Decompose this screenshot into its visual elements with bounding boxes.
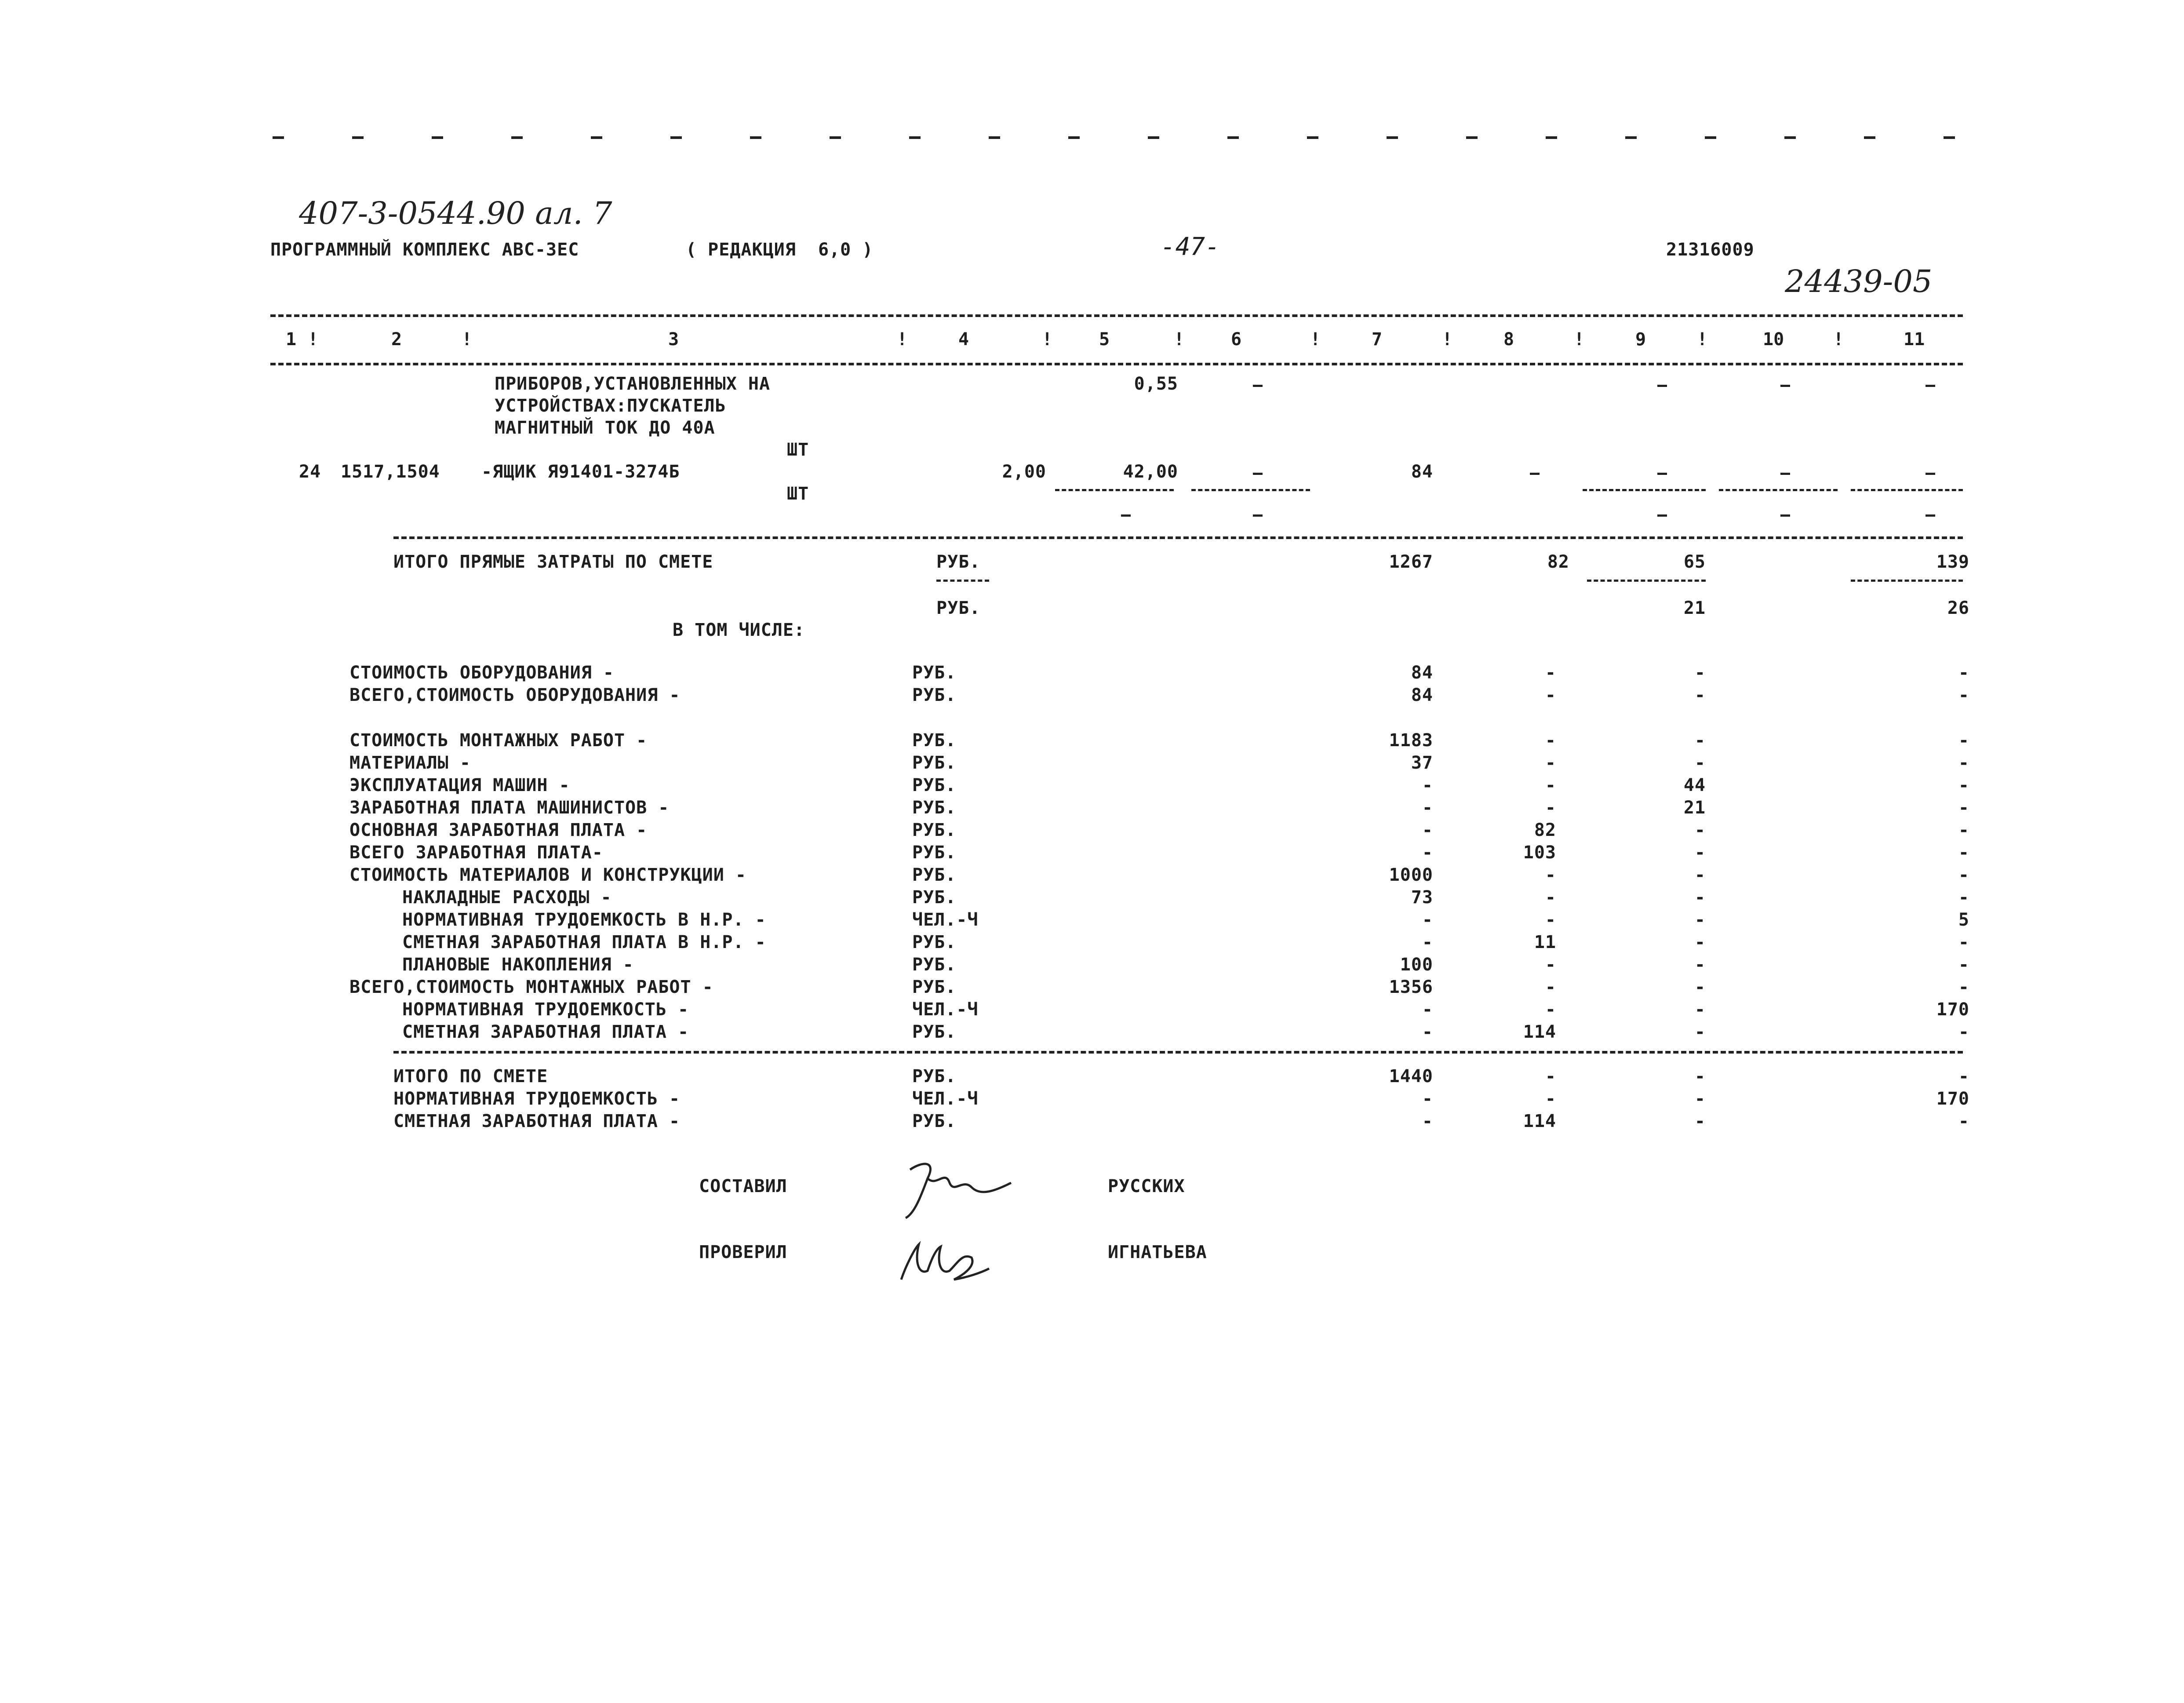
row-col9: -: [1694, 1022, 1706, 1042]
dash-mark: [1926, 514, 1935, 517]
top-dash: [1466, 136, 1478, 139]
column-header-1: 1: [286, 329, 297, 350]
row-col11: -: [1958, 798, 1969, 818]
entry-unit1: ШТ: [787, 440, 809, 460]
row-col11: -: [1958, 820, 1969, 840]
entry-row-number: 24: [299, 462, 321, 482]
row-col11: -: [1958, 932, 1969, 952]
row-col11: -: [1958, 685, 1969, 705]
row-col8: 82: [1534, 820, 1556, 840]
entry-desc-line3: МАГНИТНЫЙ ТОК ДО 40А: [495, 418, 715, 438]
column-separator: !: [462, 329, 473, 350]
dash-mark: [1780, 514, 1790, 517]
row-col8: -: [1545, 977, 1556, 997]
direct-costs-col8: 82: [1547, 552, 1569, 572]
row-col9: -: [1694, 663, 1706, 683]
top-dash: [1068, 136, 1080, 139]
row-col9: -: [1694, 730, 1706, 751]
row-col11: 170: [1936, 999, 1969, 1020]
compiled-name: РУССКИХ: [1108, 1176, 1185, 1196]
dash-mark: [1530, 473, 1540, 475]
top-dash: [1705, 136, 1716, 139]
row-col7: -: [1422, 775, 1433, 795]
entry1-col5: 0,55: [1134, 374, 1178, 394]
row-col8: -: [1545, 1066, 1556, 1087]
direct-costs-col7: 1267: [1389, 552, 1433, 572]
row-col8: -: [1545, 999, 1556, 1020]
row-col8: -: [1545, 1089, 1556, 1109]
row-col8: -: [1545, 865, 1556, 885]
row-label: ИТОГО ПО СМЕТЕ: [393, 1066, 548, 1087]
entry-price: 42,00: [1123, 462, 1178, 482]
direct-costs-label: ИТОГО ПРЯМЫЕ ЗАТРАТЫ ПО СМЕТЕ: [393, 552, 713, 572]
row-col11: -: [1958, 955, 1969, 975]
row-unit: РУБ.: [912, 932, 957, 952]
including-label: В ТОМ ЧИСЛЕ:: [673, 620, 805, 640]
row-col8: -: [1545, 685, 1556, 705]
row-col7: -: [1422, 842, 1433, 863]
top-dash: [1307, 136, 1318, 139]
column-separator: !: [1697, 329, 1708, 350]
direct-costs-unit: РУБ.: [936, 552, 981, 572]
top-dash: [352, 136, 364, 139]
row-col11: -: [1958, 730, 1969, 751]
row-col11: -: [1958, 887, 1969, 908]
underline: [936, 580, 989, 582]
row-unit: РУБ.: [912, 685, 957, 705]
column-separator: !: [897, 329, 908, 350]
underline: [1851, 580, 1963, 582]
row-label: ВСЕГО,СТОИМОСТЬ МОНТАЖНЫХ РАБОТ -: [349, 977, 713, 997]
dash-mark: [1253, 473, 1263, 475]
row-label: СТОИМОСТЬ МАТЕРИАЛОВ И КОНСТРУКЦИИ -: [349, 865, 746, 885]
entry-item: -ЯЩИК Я91401-3274Б: [481, 462, 680, 482]
row-unit: РУБ.: [912, 730, 957, 751]
row-label: СТОИМОСТЬ ОБОРУДОВАНИЯ -: [349, 663, 614, 683]
row-unit: РУБ.: [912, 977, 957, 997]
dash-mark: [1253, 514, 1263, 517]
row-col9: -: [1694, 887, 1706, 908]
row-col9: -: [1694, 865, 1706, 885]
top-dash: [1944, 136, 1955, 139]
top-dash: [1148, 136, 1159, 139]
row-col9: -: [1694, 955, 1706, 975]
dash-mark: [1926, 473, 1935, 475]
row-col7: -: [1422, 798, 1433, 818]
row-col7: -: [1422, 1111, 1433, 1131]
handwritten-number: 24439-05: [1785, 263, 1933, 299]
top-dash: [1625, 136, 1637, 139]
row-col8: -: [1545, 753, 1556, 773]
column-separator: !: [1833, 329, 1844, 350]
direct-costs-col11: 139: [1936, 552, 1969, 572]
column-header-4: 4: [958, 329, 969, 350]
dash-mark: [1657, 385, 1667, 387]
column-header-11: 11: [1904, 329, 1925, 350]
column-header-6: 6: [1231, 329, 1242, 350]
row-label: НОРМАТИВНАЯ ТРУДОЕМКОСТЬ -: [402, 999, 689, 1020]
row-unit: РУБ.: [912, 955, 957, 975]
row-col11: -: [1958, 1066, 1969, 1087]
column-separator: !: [1174, 329, 1185, 350]
header-top-line: [270, 314, 1963, 317]
row-col9: -: [1694, 1066, 1706, 1087]
handwritten-code: 407-3-0544.90 ал. 7: [299, 195, 612, 231]
row-unit: ЧЕЛ.-Ч: [912, 1089, 979, 1109]
row-label: ВСЕГО ЗАРАБОТНАЯ ПЛАТА-: [349, 842, 603, 863]
row-col7: 1440: [1389, 1066, 1433, 1087]
row-col7: -: [1422, 820, 1433, 840]
dash-mark: [1657, 473, 1667, 475]
edition: ( РЕДАКЦИЯ 6,0 ): [686, 240, 874, 260]
row-col9: -: [1694, 685, 1706, 705]
column-header-5: 5: [1099, 329, 1110, 350]
row-col7: 1000: [1389, 865, 1433, 885]
sub-unit: РУБ.: [936, 598, 981, 618]
row-col9: 44: [1683, 775, 1706, 795]
header-bottom-line: [270, 363, 1963, 365]
direct-costs-col9: 65: [1683, 552, 1706, 572]
row-unit: РУБ.: [912, 842, 957, 863]
row-col7: 73: [1411, 887, 1433, 908]
row-col8: -: [1545, 730, 1556, 751]
top-dash: [1227, 136, 1239, 139]
top-dash: [432, 136, 443, 139]
top-dash: [1546, 136, 1557, 139]
row-col9: -: [1694, 753, 1706, 773]
row-col11: -: [1958, 1022, 1969, 1042]
row-unit: РУБ.: [912, 663, 957, 683]
row-col7: 37: [1411, 753, 1433, 773]
row-col9: -: [1694, 932, 1706, 952]
dash-mark: [1657, 514, 1667, 517]
column-separator: !: [1042, 329, 1053, 350]
row-col8: -: [1545, 798, 1556, 818]
column-header-2: 2: [391, 329, 402, 350]
column-header-9: 9: [1635, 329, 1646, 350]
row-col9: -: [1694, 820, 1706, 840]
sub-col11: 26: [1947, 598, 1969, 618]
dash-mark: [1780, 473, 1790, 475]
entry-desc-line2: УСТРОЙСТВАХ:ПУСКАТЕЛЬ: [495, 396, 726, 416]
row-col9: -: [1694, 999, 1706, 1020]
totals-top-line: [393, 1051, 1963, 1054]
row-label: СМЕТНАЯ ЗАРАБОТНАЯ ПЛАТА В Н.Р. -: [402, 932, 766, 952]
row-unit: РУБ.: [912, 887, 957, 908]
row-col7: 1356: [1389, 977, 1433, 997]
row-label: ЗАРАБОТНАЯ ПЛАТА МАШИНИСТОВ -: [349, 798, 670, 818]
top-dash: [1387, 136, 1398, 139]
row-col7: -: [1422, 1089, 1433, 1109]
row-col11: 170: [1936, 1089, 1969, 1109]
row-label: ЭКСПЛУАТАЦИЯ МАШИН -: [349, 775, 570, 795]
row-unit: РУБ.: [912, 1022, 957, 1042]
row-col11: -: [1958, 775, 1969, 795]
row-col9: -: [1694, 1111, 1706, 1131]
row-unit: ЧЕЛ.-Ч: [912, 999, 979, 1020]
dash-mark: [1253, 385, 1263, 387]
row-col8: 11: [1534, 932, 1556, 952]
row-col7: 84: [1411, 663, 1433, 683]
subtotal-line-col6: [1191, 489, 1310, 491]
row-col11: 5: [1958, 910, 1969, 930]
entry-desc-line1: ПРИБОРОВ,УСТАНОВЛЕННЫХ НА: [495, 374, 771, 394]
entry-code: 1517,1504: [341, 462, 440, 482]
row-col7: -: [1422, 999, 1433, 1020]
checked-name: ИГНАТЬЕВА: [1108, 1242, 1207, 1262]
top-dash: [511, 136, 523, 139]
row-col11: -: [1958, 865, 1969, 885]
row-col8: -: [1545, 775, 1556, 795]
document-number: 21316009: [1666, 240, 1754, 260]
column-separator: !: [1442, 329, 1453, 350]
row-unit: РУБ.: [912, 865, 957, 885]
row-col11: -: [1958, 663, 1969, 683]
row-unit: РУБ.: [912, 753, 957, 773]
row-col8: 114: [1523, 1111, 1556, 1131]
dash-mark: [1926, 385, 1935, 387]
row-col7: -: [1422, 1022, 1433, 1042]
subtotal-line-col9: [1583, 489, 1706, 491]
row-unit: РУБ.: [912, 775, 957, 795]
top-dash: [1864, 136, 1875, 139]
row-col7: 1183: [1389, 730, 1433, 751]
row-col7: 84: [1411, 685, 1433, 705]
row-label: ОСНОВНАЯ ЗАРАБОТНАЯ ПЛАТА -: [349, 820, 648, 840]
row-col8: 103: [1523, 842, 1556, 863]
column-separator: !: [1574, 329, 1585, 350]
row-unit: РУБ.: [912, 820, 957, 840]
row-unit: РУБ.: [912, 798, 957, 818]
row-col8: -: [1545, 887, 1556, 908]
top-dash: [273, 136, 284, 139]
column-header-10: 10: [1763, 329, 1784, 350]
checked-signature: [888, 1227, 994, 1288]
row-label: НАКЛАДНЫЕ РАСХОДЫ -: [402, 887, 612, 908]
row-label: СТОИМОСТЬ МОНТАЖНЫХ РАБОТ -: [349, 730, 648, 751]
top-dash: [830, 136, 841, 139]
row-col11: -: [1958, 1111, 1969, 1131]
checked-label: ПРОВЕРИЛ: [699, 1242, 787, 1262]
subtotal-line-col5: [1055, 489, 1174, 491]
row-col8: 114: [1523, 1022, 1556, 1042]
page-number: -47-: [1161, 233, 1220, 261]
row-label: ВСЕГО,СТОИМОСТЬ ОБОРУДОВАНИЯ -: [349, 685, 681, 705]
row-label: НОРМАТИВНАЯ ТРУДОЕМКОСТЬ В Н.Р. -: [402, 910, 766, 930]
row-label: НОРМАТИВНАЯ ТРУДОЕМКОСТЬ -: [393, 1089, 681, 1109]
row-label: СМЕТНАЯ ЗАРАБОТНАЯ ПЛАТА -: [402, 1022, 689, 1042]
column-separator: !: [1310, 329, 1321, 350]
row-col11: -: [1958, 977, 1969, 997]
summary-top-line: [393, 536, 1963, 539]
row-col8: -: [1545, 663, 1556, 683]
compiled-label: СОСТАВИЛ: [699, 1176, 787, 1196]
subtotal-line-col11: [1851, 489, 1963, 491]
row-unit: РУБ.: [912, 1066, 957, 1087]
row-col11: -: [1958, 842, 1969, 863]
subtotal-line-col10: [1719, 489, 1838, 491]
top-dash: [909, 136, 921, 139]
top-dash: [750, 136, 761, 139]
top-dash: [670, 136, 682, 139]
entry-unit2: ШТ: [787, 484, 809, 504]
dash-mark: [1121, 514, 1131, 517]
column-separator: !: [308, 329, 319, 350]
column-header-7: 7: [1372, 329, 1383, 350]
row-col8: -: [1545, 910, 1556, 930]
top-dash: [1784, 136, 1796, 139]
compiled-signature: [897, 1152, 1020, 1222]
entry-quantity: 2,00: [1002, 462, 1046, 482]
row-col9: -: [1694, 910, 1706, 930]
row-label: МАТЕРИАЛЫ -: [349, 753, 471, 773]
row-unit: ЧЕЛ.-Ч: [912, 910, 979, 930]
row-col9: -: [1694, 842, 1706, 863]
row-col9: -: [1694, 1089, 1706, 1109]
row-col9: -: [1694, 977, 1706, 997]
column-header-8: 8: [1503, 329, 1514, 350]
row-col9: 21: [1683, 798, 1706, 818]
underline: [1587, 580, 1706, 582]
row-label: СМЕТНАЯ ЗАРАБОТНАЯ ПЛАТА -: [393, 1111, 681, 1131]
sub-col9: 21: [1683, 598, 1706, 618]
row-unit: РУБ.: [912, 1111, 957, 1131]
column-header-3: 3: [668, 329, 679, 350]
dash-mark: [1780, 385, 1790, 387]
row-col7: -: [1422, 932, 1433, 952]
entry-total: 84: [1411, 462, 1433, 482]
row-col7: 100: [1400, 955, 1433, 975]
top-dash: [989, 136, 1000, 139]
row-label: ПЛАНОВЫЕ НАКОПЛЕНИЯ -: [402, 955, 634, 975]
program-name: ПРОГРАММНЫЙ КОМПЛЕКС АВС-3ЕС: [270, 240, 579, 260]
top-dash: [591, 136, 602, 139]
row-col7: -: [1422, 910, 1433, 930]
row-col8: -: [1545, 955, 1556, 975]
row-col11: -: [1958, 753, 1969, 773]
